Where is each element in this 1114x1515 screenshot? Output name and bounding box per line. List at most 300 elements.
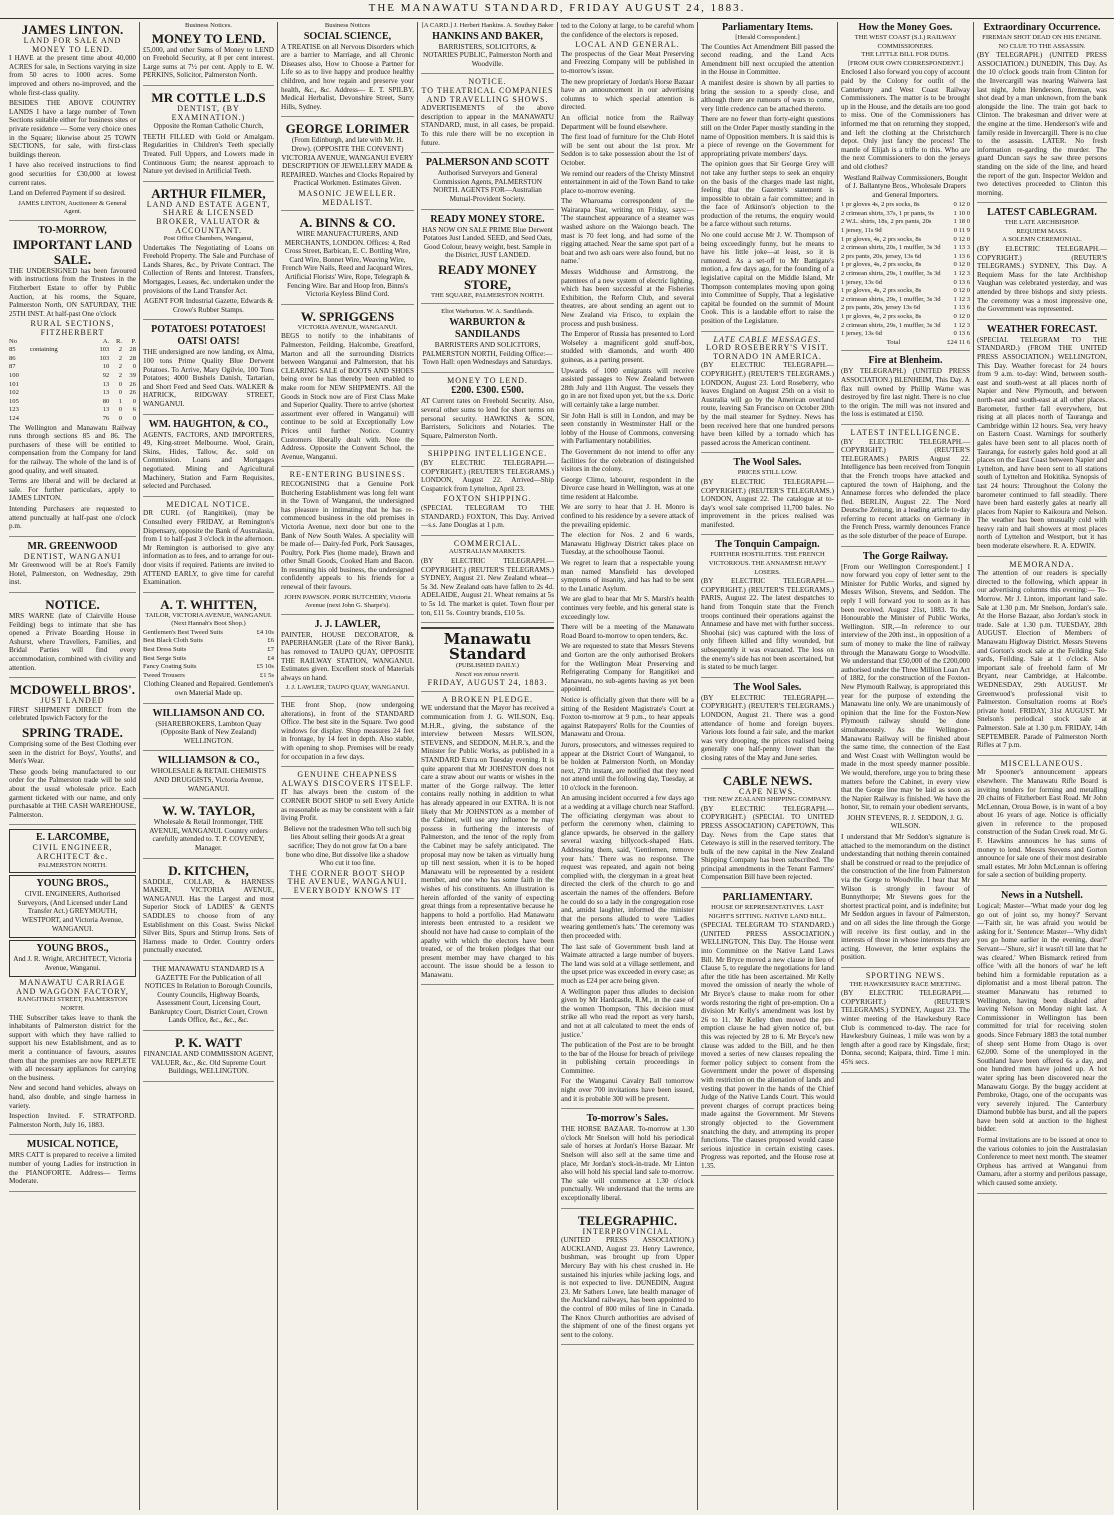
account-row [841,296,970,305]
linton-sign: JAMES LINTON, Auctioneer & General Agent. [18,199,127,216]
spriggens-p: BEGS to notify to the inhabitants of Palmerston, Feilding, Halcombe, Greatford, Marton and all the surrounding Districts between Wanganui and Palmerston, that his CLEARING SALE of BOOTS AND SHOES being over he has thereby been enabled to make room for NEW SHIPMENTS. All the Goods in Stock now are of First Class Make and Superior Quality. There to arrive (shortest assortment ever offered in Wanganui) will continue to be sold at Exceptionally Low Prices until further Notice. Country Customers liberally dealt with. Note the Address. Opposite the Convent School, the Avenue, Wanganui. [281,332,414,461]
lawler-p: PAINTER, HOUSE DECORATOR, & PAPERHANGER (Late of the River Bank), has removed to TAUPO QUAY, OPPOSITE THE RAILWAY STATION, WANGANUI. Estimates given. Excellent stock of Materials always on hand. [281,630,414,682]
shipping-section [421,450,554,535]
palm-p: Authorised Surveyors and General Commission Agents, PALMERSTON NORTH. AGENTS FOR—Australian Mutual-Provident Society. [433,169,542,203]
notice-title: TO THEATRICAL COMPANIES AND TRAVELLING SHOWS. [421,85,554,104]
gorge-railway [841,551,970,968]
sale-row [9,372,136,381]
tornado-title: TORNADO IN AMERICA. [713,351,822,361]
nut-p: Logical; Master—'What made your dog leg go out of joint so, my honey?' Servant—'Faith sir, he was afraid you would be asking for it.' Sentence: Master—'Why didn't you go home earlier in the evening, dear?' Servant—'Shure, sir! it wasn't till late that he was cleared.' When Bismarck retired from office 'with all the honors of war' he left behind him a formidable reputation as a diplomatist and a most liberal patron. The steamer Manawatu has returned to Wellington, having been disabled after leaving Nelson on Monday night last. A Commissioner in Wellington has been committed for trial for receiving stolen goods. Since February 1883 the total number of sheep sent Home from Otago is over 62,000. Some of the unemployed in the Southland have been offered 6s a day, and one hundred men have joined up. A hot water spring has been discovered near the Manawatu Gorge. By the buggy accident at Pembroke, Otago, one of the occupants was very severely injured. The Canterbury Diamond bubble has burst, and all the papers have been sold at auction to the highest bidder. [977,902,1107,1134]
cape-head: CAPE NEWS. [738,786,797,796]
sale-cell: 0 [132,414,136,422]
sport-title: SPORTING NEWS. [865,970,946,980]
account-amount: 1 18 0 [953,218,970,226]
account-row [841,236,970,245]
account-item: 1 pr gloves, 4s, 2 prs socks, 8s [841,287,922,295]
tonquin-sub: FURTHER HOSTILITIES. THE FRENCH VICTORIOUS. THE ANNAMESE HEAVY LOSERS. [708,551,827,576]
filmer-agent: AGENT FOR Industrial Gazette, Edwards & Crowe's Rubber Stamps. [143,297,274,314]
pledge-p: WE understand that the Mayor has received a communication from J. G. WILSON, Esq. M.H.R., giving, the substance of the interview between Messrs WILSON, STEVENS, and SEDDON, M.H.R.'s, and the Minister for Public Works, as published in a STANDARD Extra on Tuesday evening. It is quite apparent that Mr JOHNSTON does not care a straw about our wants or wishes in the matter of the Gorge railway. The letter contains really nothing in addition to what has already appeared in our EXTRA. It is not likely that Mr JOHNSTON as a member of the Cabinet, will use any influence he may possess in furthering the interests of Palmerston, and the tenor of the reply from the Cabinet may be safely anticipated. The proposal may now be taken as virtually hung up till next session, when it is to be hoped Manawatu will be represented by a resident member, and one who has some faith in the wishes of his constituents. An illustration is herein afforded of the vanity of expecting great things from a representative because he happens to hold a portfolio. Had Manawatu interests been entrusted to a resident we should not have had cause to complain of the apathy with which the electors have been treated, or of the broken pledges that our present member may have charged to his account. The issue should be a lesson to Manawatu. [421,704,554,979]
sale-row [9,381,136,390]
th: R. [116,337,123,345]
sale-row [9,415,136,424]
parl-p4: The opinion goes that Sir George Grey will not take any further steps to seek an enquiry on the basis of the charges made last night, feeling that the Gazette's statement is impossible to obtain a fair committee; and in the face of Atkinson's objection to the production of the returns, the enquiry would be a farce without such returns. [701,160,834,229]
commercial-section [421,540,554,623]
tele-sub: INTERPROVINCIAL. [582,1226,673,1236]
account-row [841,287,970,296]
young2-title: YOUNG BROS., [36,943,109,955]
price-item: Best Dress Suits [143,646,187,654]
money-p: Enclosed I also forward you copy of account paid by the Colony for outfit of the Canterbury and West Coast Railway Commissioners. The matter is to be brought up in the House, and the details are too good to miss. One of the Commissioners has informed me that on returning they stopped, and left the clothing at the Christchurch depot. Only just fancy the process! The mantle of Elijah is a trifle to this. Who are the next Commissioners to don the jerseys and old clothes? [841,68,970,171]
cape-p: (BY ELECTRIC TELEGRAPH.—COPYRIGHT.) (SPECIAL TO UNITED PRESS ASSOCIATION) CAPETOWN, This Day. News from the Cape states that Cetewayo is still in the reserved territory. The bulk of the new capital in the New Zealand Shipping Company has been subscribed. The principal amendments in the Tenant Farmers' Compensation Bill have been rejected. [701,804,834,882]
column-7 [838,22,974,1510]
spriggens-title: W. SPRIGGENS [300,308,395,324]
genuine-p: IT has always been the custom of the CORNER BOOT SHOP to sell Every Article as reasonable as may be consistent with a fair living Profit. [281,788,414,823]
account-row [841,313,970,322]
lend-p: AT Current rates on Freehold Security. Also, several other sums to lend for short terms on personal security. HAWKINS & SON, Barristers, Solicitors and Notaries. The Square, Palmerston North. [421,397,554,440]
account-row [841,261,970,270]
greenwood-p: Mr Greenwood will be at Roe's Family Hotel, Palmerston, on Wednesday, 29th inst. [9,561,136,587]
hankins-head: [A CARD.] J. Herbert Hankins. A. Southey Baker [421,22,554,29]
account-amount: 0 12 0 [953,201,970,209]
sale-cell: 2 [118,363,123,371]
ready2-loc: THE SQUARE, PALMERSTON NORTH. [431,291,544,299]
mcdowell-title: MCDOWELL BROS'. [10,682,135,698]
young-bros-architect-ad [9,940,136,977]
account-row [841,279,970,288]
whitten-ad [143,597,274,704]
sale-cell: 0 [118,406,123,414]
pawson-ad [281,471,414,615]
cottle-p1: Opposite the Roman Catholic Church, [153,122,264,131]
price-row [143,629,274,638]
comm-p: (BY ELECTRIC TELEGRAPH.—COPYRIGHT.) (REUTER'S TELEGRAMS.) SYDNEY, August 21. New Zealand wheat—5s 3d. New Zealand oats have fallen to 2s 4d. ADELAIDE, August 21. Wheat remains at 5s to 5s 1d. The market is quiet. Town flour per ton, £11 5s. Country brands, £10 5s. [421,556,554,617]
money-acct: Westland Railway Commissioners, Bought of J. Ballantyne Bros., Wholesale Drapers and General Importers. [843,173,968,199]
local-p13: We are sorry to hear that J. H. Monro is confined to his residence by a severe attack of the prevailing epidemic. [561,503,694,529]
acct-total-label: Total [886,338,901,346]
sale-row [9,346,136,355]
williamson-title: WILLIAMSON AND CO. [152,707,265,719]
wool2-title: The Wool Sales. [733,681,802,693]
parliamentary-report [701,892,834,1176]
account-item: 2 crimean shirts, 37s, 1 pr pants, 9s [841,209,935,217]
paper-motto: Nescit vox missa reverti. [455,670,520,678]
haughton-ad [143,419,274,497]
money-sub: THE WEST COAST (S.I.) RAILWAY COMMISSIONERS. [854,34,957,50]
sale-cell [30,381,89,390]
parl-p5: No one could accuse Mr J. W. Thompson of being exceedingly funny, but he means to have his little joke—at least, so it is rumoured. As a set-off to Mr Battigate's motion, a few days ago, for the founding of a legislative capital on the Middle Island, Mr Thompson contemplates moving upon going into Committee of Supply, That a legislative capital be founded on the summit of Mount Cook. This is a laudable effort to raise the position of the Legislature. [701,231,834,325]
account-amount: 1 13 3 [953,244,970,252]
miscellaneous [977,760,1107,886]
taylor-p: Wholesale & Retail Ironmonger, THE AVENUE, WANGANUI. Country orders carefully attended to. T. P. COVENEY, Manager. [149,818,268,852]
pawson-p: RECOGNISING that a Genuine Pork Butchering Establishment was long felt want in the Town of Wanganui, the undersigned has pleasure in intimating that he has re-commenced business in the old premises in Victoria Avenue, next door but one to the Bank of New South Wales. A speciality will be made of— Dairy-fed Pork, Pork Sausages, Poultry, Pork Pies (home made), Brawn and other Small Goods, Cooked Ham and Bacon. In resuming his old business, the undersigned confidently appeals to his friends for a renewal of their favours. [281,479,414,592]
misc-title: MISCELLANEOUS. [1000,758,1084,768]
lawler-sign: J. J. LAWLER, TAUPO QUAY, WANGANUI. [285,684,410,692]
memoranda [977,561,1107,756]
sale-cell [30,398,89,407]
parl2-sub: HOUSE OF REPRESENTATIVES. LAST NIGHT'S SITTING. NATIVE LAND BILL. [708,904,827,920]
extraordinary-occurrence [977,22,1107,203]
sale-cell: 26 [129,380,136,388]
tonquin-title: The Tonquin Campaign. [715,539,820,551]
account-item: 1 jersey, 11s 9d [841,227,882,235]
sale-row [9,363,136,372]
sale-cell [30,389,89,398]
paper-sub: (PUBLISHED DAILY.) [456,662,519,670]
sale-cell: 6 [132,406,136,414]
lend-amounts: £200. £300. £500. [451,385,524,397]
sale-cell [30,355,89,364]
sale-cell: 76 [102,414,110,422]
carriage-ad [9,979,136,1135]
account-row [841,244,970,253]
account-row [841,304,970,313]
money-sub2: THE LITTLE BILL FOR DUDS. [861,51,950,59]
notice-title: NOTICE. [45,597,100,613]
account-item: 1 pr gloves 4s, 2 prs socks, 8s [841,201,920,209]
cable-title: CABLE NEWS. [722,772,813,788]
column-6 [698,22,838,1510]
local-p22: The last sale of Government bush land at Waimate attracted a large number of buyers. The land was sold at a village settlement, and the upset price was exceeded in every case; as much as £24 per acre being given. [561,942,694,985]
sale-cell: 105 [9,397,19,405]
account-row [841,270,970,279]
foxton-head: FOXTON SHIPPING. [443,494,532,504]
latest-p: (BY ELECTRIC TELEGRAPH.—COPYRIGHT.) (REUTER'S TELEGRAMS.) PARIS August 22. Intelligence has been received from Tonquin that the French troops have attacked and captured the town of Haiphong, and the Annamese forces who defended the place fled. BERLIN, August 22. The Nord Deutsche Zeitung, in a leading article to-day referring to recent attacks on Germany in the French Press, warmly denounces France as the sole disturber of the peace of Europe. [841,437,970,541]
memo-title: MEMORANDA. [1009,559,1075,569]
extra-title: Extraordinary Occurrence. [983,22,1101,33]
reentering-title: RE-ENTERING BUSINESS. [289,470,406,480]
acct-total-row [841,339,970,348]
late-cable-section [701,336,834,454]
sale-row [9,406,136,415]
th [30,338,89,347]
linton-title: JAMES LINTON. [21,22,124,37]
spring-title: SPRING TRADE. [22,725,123,740]
medical-head: MEDICAL NOTICE. [166,499,251,509]
young-title: YOUNG BROS., [36,878,109,890]
sale-cell: 2 [118,354,123,362]
hankins-ad [421,22,554,74]
theatrical-notice [421,78,554,153]
money-lend-ad [143,22,274,86]
oats-title: OATS! OATS! [177,336,240,348]
masthead: THE MANAWATU STANDARD, FRIDAY AUGUST 24, 1883. [0,0,1114,19]
rosebery-p: (BY ELECTRIC TELEGRAPH.—COPYRIGHT.) (REUTER'S TELEGRAMS.) LONDON, August 23. Lord Roseberry, who leaves England on August 25th on a visit to Australia will go by the American overland route, leaving San Francisco on October 20th by the mail steamer for Sydney. News has been received here that one hundred persons have been killed by a tornado which has passed across the American continent. [701,361,834,447]
corner-boot-shop-ad [281,771,414,899]
price-item: Fancy Coating Suits [143,663,197,671]
whitten-title: A. T. WHITTEN, [160,596,257,612]
lawler-ad [281,619,414,697]
hankins-p: BARRISTERS, SOLICITORS, & NOTARIES PUBLIC, Palmerston North and Woodville. [423,42,552,68]
gorge-p: [From our Wellington Correspondent.] I now forward you copy of letter sent to the Minister for Public Works, and signed by Messrs Wilson, Stevens, and Seddon. The reply I will forward you to soon as it has been received. August 21st, 1883. To the Honourable the Minister of Public Works, Wellington. SIR,—In reference to our interview of the 20th inst., in opposition of a sum of money to make the line of railway through the Manawatu Gorge to Woodville. We understand that £50,000 of the £200,000 authorised under the Three Million Loan Act of 1882, for the construction of the Foxton-New Plymouth Railway, is appropriated this year for the purpose of extending the Manawatu line only. We are unanimously of opinion that the line for the Foxton-New Plymouth railway should be done simultaneously. As the Wellington-Manawatu Railway will be finished about the same time, the connection of the East and West Coast with Wellington would be made in the most speedy manner possible. We would, therefore, urge you to bring these matters before the Cabinet, in every view that the Gorge line may be laid as soon as the Napier Railway is finished. We have the honor, Sir, to remain your obedient servants, [841,562,970,812]
cape-sub: THE NEW ZEALAND SHIPPING COMPANY. [703,796,832,804]
williamson2-sub: WHOLESALE & RETAIL CHEMISTS AND DRUGGISTS, Victoria Avenue, WANGANUI. [150,767,267,793]
sale-table [9,338,136,424]
tele-p: (UNITED PRESS ASSOCIATION.) AUCKLAND, August 23. Henry Lawrence, bushman, was brought up from Upper Mercury Bay with his chest crushed in. He sustained his injuries while jacking logs, and is not expected to live. DUNEDIN, August 23. Mr Sathers Lowe, late health manager of the Auckland railways, has been appointed to the control of 800 miles of line in Canada. The Knox Church authorities are advised of the shipment of one of the finest organs yet sent to the colony. [561,1236,694,1339]
sale-cell: 80 [102,397,110,405]
local-p18: We are requested to state that Messrs Stevens and Gorton are the only authorised Brokers for the Wellington Meat Preserving and Refrigerating Company for Rangitikei and Manawatu, no sub-agents having as yet been appointed. [561,642,694,694]
price-row [143,646,274,655]
parl2-title: PARLIAMENTARY. [722,892,813,904]
price-item: Best Black Cloth Suits [143,637,203,645]
hankins-title: HANKINS AND BAKER, [432,30,543,42]
kitchen-ad [143,863,274,961]
filmer-loc: Post Office Chambers, Wanganui, [163,235,254,243]
young-bros-ad [9,875,136,938]
local-p20: Jurors, prosecutors, and witnesses required to appear at the District Court of Wanganui, to be holden at Palmerston North, on Monday next, 27th instant, are notified that they need not attend until the following day, Tuesday, at 10 o'clock in the forenoon. [561,740,694,792]
corner-foot: THE CORNER BOOT SHOP THE AVENUE, WANGANUI. EVERYBODY KNOWS IT [287,868,408,895]
carriage-p1: THE Subscriber takes leave to thank the inhabitants of Palmerston district for the support with which they have rallied to support his new Establishment, and as to merit a continuance of favours, assures them that the premises are now REPLETE with all necessary appliances for carrying on the business. [9,1013,136,1082]
account-item: 2 crimean shirts, 29s, 1 muffler, 3s 3d [841,295,941,303]
money-title: MONEY TO LEND. [151,30,266,46]
local-p19: Notice is officially given that there will be a sitting of the Resident Magistrate's Court at Foxton to-morrow at 9 p.m., to hear appeals against Ratepayers' Rolls for the Counties of Manawatu and Oroua. [561,695,694,739]
sale-title: IMPORTANT LAND SALE. [12,236,133,267]
rosebery-title: LORD ROSEBERRY'S VISIT. [705,343,830,353]
money-title: How the Money Goes. [858,22,953,33]
account-item: 2 prs pants, 20s, jersey, 13s 6d [841,252,922,260]
parl-p3: There are no fewer than forty-eight questions still on the Order Paper mostly standing in the name of Opposition members. It is said this is a piece of revenge on the Government for appropriating private members' days. [701,115,834,158]
poem: Believe not the tradesmen Who tell such big lies About selling their goods At a great sacrifice; They do not grow fat On a bare bone who dine, But dissolve like a shadow Who cut it too fine. [283,824,412,868]
weather-forecast [977,324,1107,557]
sale-cell: 28 [129,354,136,362]
warburton-p: BARRISTERS AND SOLICITORS, PALMERSTON NORTH, Feilding Office:—Town Hall: open Wednesdays and Saturdays. [422,341,553,367]
sale-p4: Intending Purchasers are requested to attend punctually at half-past one o'clock p.m. [9,504,136,531]
local-p4: The first load of furniture for the Club Hotel will be sent out about the 1st prox. Mr Seddon is to take possession about the 1st of October. [561,133,694,167]
sale-cell: 13 [102,389,110,397]
williamson-sub: (SHAREBROKERS, Lambton Quay (Opposite Bank of New Zealand) WELLINGTON. [155,719,262,745]
ready-money-store-ad [421,214,554,305]
acct-total-value: £24 11 6 [947,338,970,346]
spriggens-sub: VICTORIA AVENUE, WANGANUI. [297,323,398,331]
account-row [841,218,970,227]
masonic-label: MASONIC JEWELLER. MEDALIST. [298,188,397,207]
local-p16: We are glad to hear that Mr S. Marsh's health continues very feeble, and his general state is exceedingly low. [561,595,694,621]
account-row [841,227,970,236]
sale-cell: 0 [118,414,123,422]
sale-p1: THE UNDERSIGNED has been favoured with instructions from the Trustees in the Fitzherbert Estate to offer by Public Auction, at his rooms, the Square, Palmerston North, ON SATURDAY, THE 25TH INST. At half-past One o'clock [9,266,136,318]
price-row [143,663,274,672]
sale-sub: RURAL SECTIONS, FITZHERBERT [30,319,115,338]
sale-cell: 39 [129,372,136,379]
shipping-head: SHIPPING INTELLIGENCE. [427,449,548,459]
linton-sub: LAND FOR SALE AND MONEY TO LEND. [23,36,122,54]
local-p10: Sir John Hall is still in London, and may be seen constantly in Westminster Hall or the lobby of the House of Commons, conversing with Parliamentary notabilities. [561,411,694,446]
account-item: 2 W.L. shirts, 18s, 2 prs pants, 20s [841,218,932,226]
notice-p: ADVERTISEMENTS of the above description to appear in the MANAWATU STANDARD, must, in all cases, be prepaid. To this rule there will be no exception in future. [421,104,554,147]
larcombe-sub: CIVIL ENGINEER, ARCHITECT &c. [32,843,113,861]
account-row [841,210,970,219]
misc-p: Mr Spooner's announcement appears elsewhere. The Manawatu Rifle Board is inviting tenders for forming and metalling 20 chains of Fitzherbert East Road. Mr John McLennan, Oroua Bowe, is in want of a boy about 16 years of age. Notice is officially given in reference to the proposed construction of the Sudan Creek road. Mr G. F. Hawkins announces he has sums of money to lend. Messrs Stevens and Gorton announce for sale one of their most desirable small estates. Mr John McLennan is offering for sale a section of building property. [977,768,1107,880]
top-continuation: ted to the Colony at large, to be careful whom the confidence of the electors is reposed. [561,22,694,39]
cottle-ad [143,90,274,182]
local-p11: The Government do not intend to offer any facilities for the celebration of distinguished visitors in the colony. [561,447,694,474]
sale-cell: 86 [9,354,16,362]
sale-cell: 1 [118,397,123,405]
lend-title: MONEY TO LEND. [447,375,528,385]
wool-title: The Wool Sales. [733,457,802,469]
taylor-ad [143,803,274,858]
sale-cell: 0 [132,397,136,405]
sale-cell: 13 [102,406,110,414]
warburton-title: WARBURTON & SANDILANDS [449,317,526,341]
sale-p3: Terms are liberal and will be declared at sale. For further particulars, apply to JAMES LINTON. [9,477,136,503]
weather-p: (SPECIAL TELEGRAM TO THE STANDARD.) (FROM THE UNITED PRESS ASSOCIATION.) WELLINGTON, This Day. Weather forecast for 24 hours from 9 a.m. to-day: Wind, between south-east and south-west at all places north of Napier and New Plymouth, and between north-east and south-east at all other places. Barometer, further fall everywhere, but rising at all places north of Tauranga and Cambridge within 12 hours. Sea, very heavy on Eastern Coast. Warnings for southerly gales have been sent to all places north of Tauranga, for easterly gales hold good at all places on the East Coast between Napier and Lyttelton, and have been sent to all stations south of Lyttelton and Hokitika. Synopsis of last 24 hours: Throughout the Colony the barometer continued to fall steadily. There have been hard easterly gales at nearly all places from Napier to Kaikoura and Nelson. The weather has been unusually cold with heavy rain and hail showers at most places north of Lyttelton and Westport, but it has been moderate elsewhere. R. A. EDWIN. [977,335,1107,551]
paper-date: FRIDAY, AUGUST 24, 1883. [427,678,548,688]
sale-table-head [9,338,136,347]
sale-p2: The Wellington and Manawatu Railway runs through sections 85 and 86. The purchasers of these will be entitled to compensation from the Company for land for the railway. The whole of the land is of good quality, and well situated. [9,423,136,475]
social-science-ad [281,22,414,117]
news-nutshell [977,890,1107,1194]
column-1 [6,22,140,1510]
ready-title: READY MONEY STORE. [430,213,545,225]
column-5 [558,22,698,1510]
account-item: 1 pr gloves, 4s, 2 prs socks, 8s [841,261,922,269]
filmer-p: Undertakes The Negotiating of Loans on Freehold Property. The Sale and Purchase of Lands Shares, &c., by Private Contract. The Collection of Rents and Interest. Transfers, Mortgages, Leases, &c. undertaken under the provisions of the Land Transfer Act. [143,243,274,295]
local-p25: For the Wanganui Cavalry Ball tomorrow night over 700 invitations have been issued, and it is probable 300 will be present. [561,1077,694,1103]
sale-cell: 87 [9,363,16,371]
sport-sub: THE HAWKESBURY RACE MEETING. [849,980,962,988]
latest-intelligence [841,429,970,547]
lorimer-title: GEORGE LORIMER [285,121,410,137]
medical-notice [143,501,274,593]
parl-sub: [Herald Correspondent.] [735,34,800,41]
sale-cell: 124 [9,414,19,422]
sale-cell: 100 [9,372,19,379]
pawson-sign: JOHN PAWSON. PORK BUTCHERY, Victoria Avenue (next John G. Sharpe's). [284,593,411,610]
young-p: CIVIL ENGINEERS, Authorised Surveyors, (And Licensed under Land Transfer Act.) GREYMOUTH, WESTPORT, and Victoria Avenue, WANGANUI. [17,890,128,933]
account-amount: 1 12 3 [953,270,970,278]
whitten-rows [143,629,274,681]
local-p12: George Climo, labourer, respondent in the Divorce case heard in Wellington, was at one time resident at Halcombe. [561,475,694,501]
broken-pledge-article [421,696,554,986]
account-item: 1 pr gloves, 4s, 2 prs socks, 8s [841,235,922,243]
watt-ad [143,1035,274,1082]
notice-head: NOTICE. [468,77,507,87]
price-value: £6 [267,637,274,645]
carriage-title: MANAWATU CARRIAGE AND WAGGON FACTORY, [16,978,129,996]
gorge-p2: I understand that Mr Seddon's signature is attached to the memorandum on the distinct understanding that nothing therein contained shall be construed or read to the prejudice of the construction of the line from Palmerston via the Gorge to Woodville. I hear that Mr Wilson is strongly in favour of Bunnythorpe; Mr Stevens goes for the shortest practical point, and is indefinite; but Mr Seddon argues in favour of Palmerston, and on all sides the line through the Gorge will receive its first outlay, and in the interests of those in whose interests they are acting. However, the letter explains the position. [841,833,970,962]
wool-sales-1 [701,457,834,535]
kitchen-title: D. KITCHEN, [168,862,249,878]
price-value: £4 [267,654,274,662]
th: P. [131,337,136,345]
local-p5: We remind our readers of the Christy Minstrel entertainment in aid of the Town Band to take place to-morrow evening. [561,169,694,195]
latest-sub3: A SOLEMN CEREMONIAL. [1002,236,1082,244]
social-head: Business Notices [324,22,371,29]
price-row [143,655,274,664]
sale-cell: 103 [99,354,110,362]
binns-title: A. BINNS & CO. [299,215,396,231]
gazette-notice [143,965,274,1031]
paper-title: Manawatu Standard [443,630,532,664]
sales-p: THE HORSE BAZAAR. To-morrow at 1.30 o'clock Mr Snelson will hold his periodical sale of horses at Jordan's Horse Bazaar. Mr Snelson will also sell at the same time and place, Mr Jordan's stock-in-trade. Mr Linton also will hold his special land sale to-morrow. The sale will commence at 1.30 o'clock punctually. We understand that the terms are exceptionally liberal. [561,1125,694,1202]
sale-cell: 101 [9,380,19,388]
local-p1: The prospectus of the Gear Meat Preserving and Freezing Company will be published in to-morrow's issue. [561,49,694,75]
account-amount: 0 13 6 [953,278,970,286]
nut-title: News in a Nutshell. [1001,890,1083,902]
parl-title: Parliamentary Items. [721,22,814,33]
potatoes-ad [143,324,274,414]
carriage-p3: Inspection Invited. F. STRATFORD. Palmerston North, July 16, 1883. [9,1112,136,1129]
account-amount: 0 12 0 [953,287,970,295]
account-amount: 0 11 9 [953,227,970,235]
fire-blenheim [841,355,970,425]
cottle-title: MR COTTLE L.D.S [151,89,266,105]
mcdowell-p1: FIRST SHIPMENT DIRECT from the celebrated Ipswich Factory for the [9,705,136,723]
local-p7: Messrs Widdhouse and Armstrong, the patentees of a new system of electric lighting, which has been successful at the Fisheries Exhibition, the Reform Club, and several theatres, are about sending an agent out to New Zealand via Frisco, to explain the process and push business. [561,268,694,328]
mcdowell-p2: Comprising some of the Best Clothing ever seen in the district for Boys', Youths', and Men's Wear. [9,740,136,766]
genuine-title: GENUINE CHEAPNESS ALWAYS DISCOVERS ITSELF. [281,770,414,788]
parl-p2: A manifest desire is shown by all parties to bring the session to a speedy close, and although there are rumours of wars to come, very little credence can be attached thereto. [701,78,834,113]
mcdowell-sub: JUST LANDED [40,696,105,706]
price-item: Best Serge Suits [143,654,187,662]
williamson-ad [143,708,274,752]
corner-p: THE front Shop, (now undergoing alterations), in front of the STANDARD Office. The best site in the Square. Two good windows for display. Shop measures 24 feet in frontage, by 14 feet in depth. Also stable, with opening to shop. Premises will be ready for occupation in a few days. [281,701,414,761]
larcombe-ad [9,829,136,873]
cable-head: LATE CABLE MESSAGES. [713,334,822,344]
musical-notice [9,1139,136,1191]
price-row [143,637,274,646]
sale-cell: 123 [9,406,19,414]
larcombe-title: E. LARCOMBE, [35,832,110,844]
weather-title: WEATHER FORECAST. [986,323,1098,335]
money-corr: [FROM OUR OWN CORRESPONDENT.] [847,59,964,67]
social-p: A TREATISE on all Nervous Disorders which are a barrier to Marriage, and all Chronic Diseases also, How to Choose a Partner for Life so as to live happy and produce healthy children, and how regain and preserve your health, &c., &c. Address— E. T. SPILBY, Medical Herbalist, Devonshire Street, Surry Hills, Sydney. [281,42,414,111]
money-p: £5,000, and other Sums of Money to LEND on Freehold Security, at 8 per cent interest. Large sums at 7½ per cent. Apply to E. W. PERKINS, Solicitor, Palmerston North. [143,45,274,80]
acct-rows [841,201,970,339]
pledge-title: A BROKEN PLEDGE. [442,694,533,704]
price-value: £7 [267,646,274,654]
column-3 [278,22,418,1510]
sale-cell: 2 [118,372,123,379]
sale-row [9,398,136,407]
sale-cell: 0 [118,380,123,388]
price-value: £5 10s [256,663,274,671]
sale-rows [9,346,136,423]
whitten-price-table [143,629,274,681]
telegraphic-section [561,1213,694,1346]
filmer-title: ARTHUR FILMER, [151,185,266,201]
nut-p2: Formal invitations are to be issued at once to the various colonies to join the Australasian Conference to meet next month. The steamer Orpheus has arrived at Wanganui from Oamaru, after a stormy and perilous passage, which caused some anxiety. [977,1136,1107,1188]
sale-row [9,355,136,364]
sale-cell: 2 [118,346,123,354]
whitten-foot: Clothing Cleaned and Repaired. Gentlemen's own Material Made up. [143,680,274,698]
extra-p: (BY TELEGRAPH.) (UNITED PRESS ASSOCIATION.) DUNEDIN, This Day. As the 10 o'clock goods train from Clinton for the Invercargill was nearing Waiwera last last night, John Henderson, fireman, was shot dead by a man unknown, from the bank alongside the line. The train got back to Clinton. The brakesman and driver were at the engine at the time. Henderson's wife and family reside in Invercargill. There is no clue to the assassin. LATER. No fresh information re-garding the murder. The guard Duncan says he saw three persons standing on the side of the line, and heard the report of the gun. Inspector Weldon and two detectives proceeded to Clinton this morning. [977,51,1107,197]
sale-cell: 85 [9,346,16,354]
price-row [143,672,274,681]
account-item: 2 crimean shirts, 29s, 1 muffler, 3s 3d [841,321,941,329]
musical-p: MRS CATT is prepared to receive a limited number of young Ladies for instruction in the PIANOFORTE. Address— Terms Moderate. [9,1151,136,1186]
wool-sub: PRICES STILL LOW. [737,469,798,477]
account-row [841,201,970,210]
account-amount: 1 13 6 [953,252,970,260]
sale-cell: 102 [9,389,19,397]
account-item: 2 prs pants, 20s, jersey 13s 6d [841,304,921,312]
tonquin-p: (BY ELECTRIC TELEGRAPH.—COPYRIGHT.) (REUTER'S TELEGRAMS.) PARIS, August 22. The latest despatches to hand from Tonquin state that the French troops continued their operations against the Annamese and have met with further success. Shoohai (sic) was captured with the loss of only fifteen killed and fifty wounded, but subsequently it was evacuated. The loss on the enemy's side has not been ascertained, but is stated to be much larger. [701,577,834,672]
tonquin-campaign [701,539,834,677]
account-item: 2 crimean shirts, 29s, 1 muffler, 3s 3d [841,270,941,278]
mcdowell-p3: These goods being manufactured to our order for the Palmerston trade will be sold about the usual wholesale price. Each garment ticketed with our name, and only purchasable at THE CASH WAREHOUSE, Palmerston. [9,767,136,819]
musical-title: MUSICAL NOTICE, [26,1139,119,1151]
whitten-sub: TAILOR, VICTORIA AVENUE, WANGANUI. (Next Hannah's Boot Shop.) [145,611,272,628]
fire-title: Fire at Blenheim. [868,355,943,367]
account-item: 1 pr gloves, 4s, 2 prs socks, 8s [841,313,922,320]
linton-ad [9,22,136,221]
how-money-goes [841,22,970,351]
lawler-title: J. J. LAWLER, [314,618,381,630]
tele-title: TELEGRAPHIC. [577,1212,678,1228]
local-p17: There will be a meeting of the Manawatu Road Board to-morrow to open tenders, &c. [561,623,694,640]
sale-cell: 92 [102,372,110,379]
